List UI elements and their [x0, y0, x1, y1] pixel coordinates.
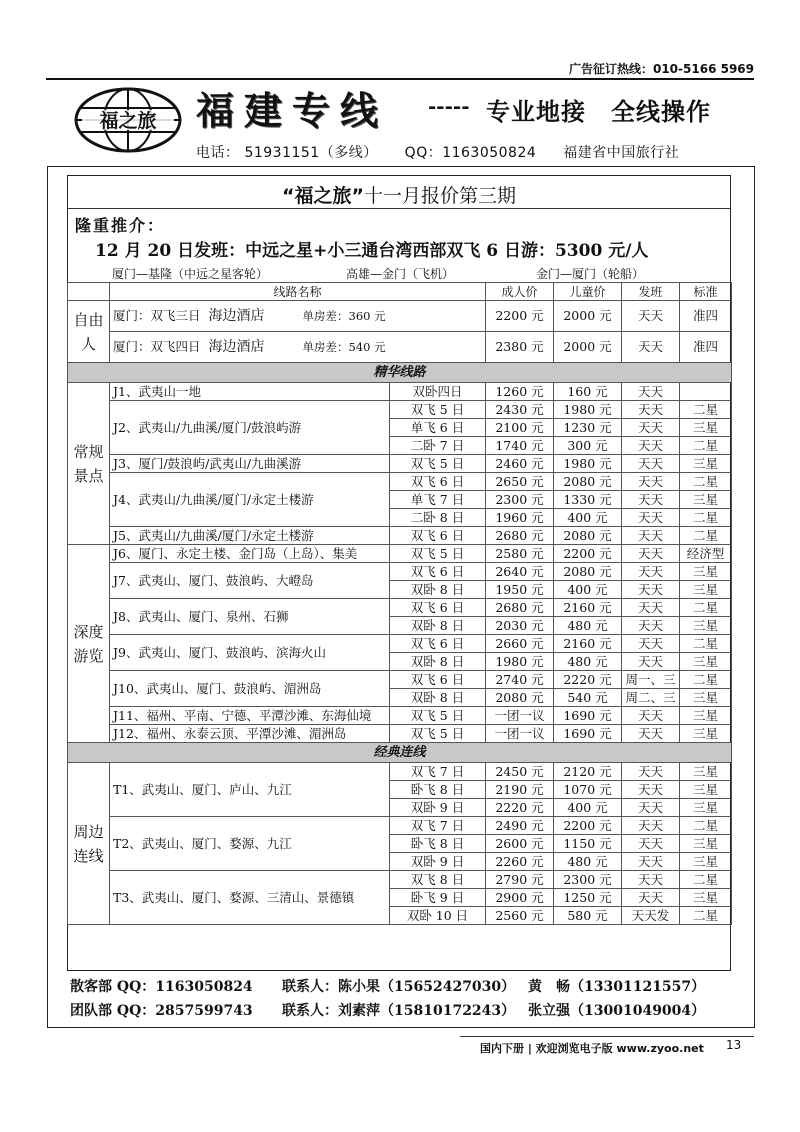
- hotel-name: 海边酒店: [208, 339, 265, 355]
- duration-cell: 双飞 5 日: [390, 725, 486, 743]
- header-child: 儿童价: [554, 283, 622, 301]
- contact-other: 黄 畅（13301121557）: [528, 979, 706, 995]
- adult-cell: 2560 元: [486, 907, 554, 925]
- depart-cell: 天天: [622, 725, 680, 743]
- child-cell: 2200 元: [554, 817, 622, 835]
- table-row: [68, 545, 732, 563]
- issue-title-rest: 十一月报价第三期: [363, 185, 516, 207]
- duration-cell: 二卧 8 日: [390, 509, 486, 527]
- depart-cell: 天天: [622, 763, 680, 781]
- table-row: [68, 401, 732, 419]
- depart-cell: 天天: [622, 401, 680, 419]
- child-cell: 2080 元: [554, 473, 622, 491]
- duration-cell: 双卧 8 日: [390, 617, 486, 635]
- child-cell: 1070 元: [554, 781, 622, 799]
- category-deep: 深度游览: [68, 545, 110, 743]
- route-name: J11、福州、平南、宁德、平潭沙滩、东海仙境: [110, 707, 390, 725]
- depart-cell: 天天: [622, 509, 680, 527]
- child-cell: 2000 元: [554, 301, 622, 332]
- contact-dept: 散客部 QQ：1163050824: [70, 979, 253, 995]
- issue-title-brand: “福之旅”: [282, 185, 364, 207]
- route-name: J3、厦门/鼓浪屿/武夷山/九曲溪游: [110, 455, 390, 473]
- standard-cell: 三星: [680, 725, 732, 743]
- phone-number: 电话： 51931151（多线）: [196, 145, 378, 161]
- header-adult: 成人价: [486, 283, 554, 301]
- table-row: [68, 635, 732, 653]
- child-cell: 1980 元: [554, 455, 622, 473]
- route-name: J10、武夷山、厦门、鼓浪屿、湄洲岛: [110, 671, 390, 707]
- feature-heading: 隆重推介：: [75, 216, 166, 235]
- adult-cell: 2790 元: [486, 871, 554, 889]
- contact-dept: 团队部 QQ：2857599743: [70, 1003, 253, 1019]
- section-title: 精华线路: [68, 363, 732, 383]
- child-cell: 2160 元: [554, 635, 622, 653]
- duration-cell: 单飞 6 日: [390, 419, 486, 437]
- free-travel-route: [110, 332, 486, 363]
- depart-cell: 天天: [622, 817, 680, 835]
- standard-cell: 三星: [680, 799, 732, 817]
- agency-name: 福建省中国旅行社: [563, 145, 680, 161]
- table-row: [68, 473, 732, 491]
- brand-dashes: -----: [428, 94, 470, 118]
- header-blank: [68, 283, 110, 301]
- depart-cell: 天天: [622, 707, 680, 725]
- adult-cell: 2640 元: [486, 563, 554, 581]
- feature-route-ship: 厦门—基隆（中远之星客轮）: [112, 267, 269, 281]
- route-name: J12、福州、永泰云顶、平潭沙滩、湄洲岛: [110, 725, 390, 743]
- duration-cell: 卧飞 8 日: [390, 781, 486, 799]
- table-row: [68, 301, 732, 332]
- route-name: J9、武夷山、厦门、鼓浪屿、滨海火山: [110, 635, 390, 671]
- table-row: [68, 383, 732, 401]
- adult-cell: 2680 元: [486, 599, 554, 617]
- standard-cell: 二星: [680, 509, 732, 527]
- adult-cell: 2380 元: [486, 332, 554, 363]
- child-cell: 300 元: [554, 437, 622, 455]
- depart-cell: 天天: [622, 455, 680, 473]
- standard-cell: 三星: [680, 455, 732, 473]
- depart-cell: 周二、三: [622, 689, 680, 707]
- duration-cell: 单飞 7 日: [390, 491, 486, 509]
- depart-cell: 天天: [622, 781, 680, 799]
- ad-hotline: 广告征订热线：010-5166 5969: [568, 62, 754, 76]
- duration-cell: 卧飞 8 日: [390, 835, 486, 853]
- table-row: [68, 332, 732, 363]
- category-regular: 常规景点: [68, 383, 110, 545]
- duration-cell: 双飞 6 日: [390, 473, 486, 491]
- adult-cell: 1950 元: [486, 581, 554, 599]
- route-name: J5、武夷山/九曲溪/厦门/永定土楼游: [110, 527, 390, 545]
- adult-cell: 2430 元: [486, 401, 554, 419]
- contact-row-group: [70, 999, 705, 1023]
- child-cell: 480 元: [554, 653, 622, 671]
- depart-cell: 天天: [622, 383, 680, 401]
- child-cell: 400 元: [554, 581, 622, 599]
- section-banner: [68, 743, 732, 763]
- child-cell: 1690 元: [554, 707, 622, 725]
- child-cell: 400 元: [554, 509, 622, 527]
- adult-cell: 1960 元: [486, 509, 554, 527]
- table-row: [68, 725, 732, 743]
- depart-cell: 天天: [622, 563, 680, 581]
- standard-cell: 准四: [680, 332, 732, 363]
- adult-cell: 2200 元: [486, 301, 554, 332]
- standard-cell: 二星: [680, 437, 732, 455]
- duration-cell: 卧飞 9 日: [390, 889, 486, 907]
- qq-number: QQ：1163050824: [404, 145, 537, 161]
- depart-cell: 天天: [622, 889, 680, 907]
- standard-cell: 三星: [680, 617, 732, 635]
- standard-cell: 三星: [680, 563, 732, 581]
- duration-cell: 双卧四日: [390, 383, 486, 401]
- contact-other: 张立强（13001049004）: [528, 1003, 706, 1019]
- child-cell: 160 元: [554, 383, 622, 401]
- issue-title: [67, 181, 731, 208]
- adult-cell: 2580 元: [486, 545, 554, 563]
- adult-cell: 2460 元: [486, 455, 554, 473]
- depart-cell: 天天: [622, 617, 680, 635]
- child-cell: 400 元: [554, 799, 622, 817]
- top-rule: [46, 78, 754, 80]
- contact-block: [70, 975, 705, 1023]
- footer-rule: [460, 1036, 754, 1037]
- duration-cell: 双卧 10 日: [390, 907, 486, 925]
- duration-cell: 双卧 9 日: [390, 799, 486, 817]
- table-row: [68, 455, 732, 473]
- section-title: 经典连线: [68, 743, 732, 763]
- standard-cell: 三星: [680, 763, 732, 781]
- standard-cell: 二星: [680, 527, 732, 545]
- depart-cell: 天天: [622, 332, 680, 363]
- title-rule: [68, 208, 730, 209]
- adult-cell: 2450 元: [486, 763, 554, 781]
- standard-cell: 二星: [680, 599, 732, 617]
- duration-cell: 双飞 5 日: [390, 545, 486, 563]
- category-link: 周边连线: [68, 763, 110, 925]
- feature-route-flight: 高雄—金门（飞机）: [346, 267, 455, 281]
- child-cell: 1330 元: [554, 491, 622, 509]
- standard-cell: 准四: [680, 301, 732, 332]
- globe-logo-icon: [72, 86, 184, 154]
- standard-cell: 三星: [680, 419, 732, 437]
- brand-slogan: 专业地接 全线操作: [486, 98, 711, 126]
- standard-cell: 二星: [680, 907, 732, 925]
- section-banner: [68, 363, 732, 383]
- depart-cell: 周一、三: [622, 671, 680, 689]
- child-cell: 1690 元: [554, 725, 622, 743]
- depart-cell: 天天: [622, 301, 680, 332]
- adult-cell: 2490 元: [486, 817, 554, 835]
- brand-title: 福建专线: [196, 88, 389, 133]
- standard-cell: 三星: [680, 889, 732, 907]
- depart-cell: 天天: [622, 799, 680, 817]
- child-cell: 2080 元: [554, 563, 622, 581]
- route-name: J4、武夷山/九曲溪/厦门/永定土楼游: [110, 473, 390, 527]
- table-row: [68, 871, 732, 889]
- standard-cell: 二星: [680, 473, 732, 491]
- adult-cell: 1740 元: [486, 437, 554, 455]
- duration-cell: 双卧 9 日: [390, 853, 486, 871]
- table-row: [68, 527, 732, 545]
- depart-cell: 天天: [622, 437, 680, 455]
- duration-cell: 双飞 7 日: [390, 817, 486, 835]
- adult-cell: 一团一议: [486, 725, 554, 743]
- hotel-name: 海边酒店: [208, 308, 265, 324]
- adult-cell: 2080 元: [486, 689, 554, 707]
- child-cell: 2000 元: [554, 332, 622, 363]
- child-cell: 1230 元: [554, 419, 622, 437]
- depart-cell: 天天: [622, 871, 680, 889]
- duration-cell: 双飞 5 日: [390, 401, 486, 419]
- adult-cell: 2100 元: [486, 419, 554, 437]
- table-row: [68, 599, 732, 617]
- adult-cell: 2030 元: [486, 617, 554, 635]
- adult-cell: 2600 元: [486, 835, 554, 853]
- adult-cell: 2190 元: [486, 781, 554, 799]
- standard-cell: 三星: [680, 491, 732, 509]
- child-cell: 2300 元: [554, 871, 622, 889]
- adult-cell: 2740 元: [486, 671, 554, 689]
- standard-cell: 三星: [680, 581, 732, 599]
- duration-cell: 双飞 6 日: [390, 527, 486, 545]
- route-name: J1、武夷山一地: [110, 383, 390, 401]
- child-cell: 480 元: [554, 853, 622, 871]
- route-name: J6、厦门、永定土楼、金门岛（上岛）、集美: [110, 545, 390, 563]
- adult-cell: 1980 元: [486, 653, 554, 671]
- duration-cell: 双飞 5 日: [390, 455, 486, 473]
- child-cell: 540 元: [554, 689, 622, 707]
- duration-cell: 二卧 7 日: [390, 437, 486, 455]
- duration-cell: 双飞 7 日: [390, 763, 486, 781]
- contact-line: [196, 142, 701, 162]
- duration-cell: 双飞 6 日: [390, 563, 486, 581]
- standard-cell: 二星: [680, 671, 732, 689]
- header-depart: 发班: [622, 283, 680, 301]
- route-name: T1、武夷山、厦门、庐山、九江: [110, 763, 390, 817]
- duration-cell: 双飞 6 日: [390, 671, 486, 689]
- adult-cell: 1260 元: [486, 383, 554, 401]
- contact-row-individual: [70, 975, 705, 999]
- duration-cell: 双卧 8 日: [390, 689, 486, 707]
- contact-person: 联系人：陈小果（15652427030）: [282, 979, 516, 995]
- header-route: 线路名称: [110, 283, 486, 301]
- adult-cell: 2680 元: [486, 527, 554, 545]
- child-cell: 2200 元: [554, 545, 622, 563]
- adult-cell: 2220 元: [486, 799, 554, 817]
- free-travel-route: [110, 301, 486, 332]
- child-cell: 580 元: [554, 907, 622, 925]
- table-row: [68, 763, 732, 781]
- child-cell: 2160 元: [554, 599, 622, 617]
- free-travel-label: 厦门：双飞四日: [113, 339, 201, 354]
- table-header-row: [68, 283, 732, 301]
- page-number: 13: [726, 1038, 742, 1052]
- route-name: T2、武夷山、厦门、婺源、九江: [110, 817, 390, 871]
- duration-cell: 双飞 8 日: [390, 871, 486, 889]
- single-room-surcharge: 单房差：540 元: [302, 340, 386, 354]
- child-cell: 2080 元: [554, 527, 622, 545]
- duration-cell: 双卧 8 日: [390, 581, 486, 599]
- duration-cell: 双飞 6 日: [390, 635, 486, 653]
- table-row: [68, 563, 732, 581]
- route-name: J2、武夷山/九曲溪/厦门/鼓浪屿游: [110, 401, 390, 455]
- standard-cell: 三星: [680, 835, 732, 853]
- category-free-travel: 自由人: [68, 301, 110, 363]
- depart-cell: 天天: [622, 527, 680, 545]
- depart-cell: 天天: [622, 491, 680, 509]
- standard-cell: 三星: [680, 689, 732, 707]
- route-name: J7、武夷山、厦门、鼓浪屿、大嶝岛: [110, 563, 390, 599]
- single-room-surcharge: 单房差：360 元: [302, 309, 386, 323]
- depart-cell: 天天: [622, 581, 680, 599]
- standard-cell: [680, 383, 732, 401]
- standard-cell: 三星: [680, 853, 732, 871]
- free-travel-label: 厦门：双飞三日: [113, 308, 201, 323]
- duration-cell: 双飞 6 日: [390, 599, 486, 617]
- adult-cell: 一团一议: [486, 707, 554, 725]
- child-cell: 1980 元: [554, 401, 622, 419]
- duration-cell: 双卧 8 日: [390, 653, 486, 671]
- adult-cell: 2300 元: [486, 491, 554, 509]
- child-cell: 1250 元: [554, 889, 622, 907]
- depart-cell: 天天: [622, 473, 680, 491]
- price-table: [67, 282, 732, 925]
- logo-text: 福之旅: [99, 110, 157, 132]
- depart-cell: 天天: [622, 653, 680, 671]
- contact-person: 联系人：刘素萍（15810172243）: [282, 1003, 516, 1019]
- adult-cell: 2660 元: [486, 635, 554, 653]
- route-name: T3、武夷山、厦门、婺源、三清山、景德镇: [110, 871, 390, 925]
- adult-cell: 2650 元: [486, 473, 554, 491]
- standard-cell: 三星: [680, 653, 732, 671]
- duration-cell: 双飞 5 日: [390, 707, 486, 725]
- table-row: [68, 671, 732, 689]
- adult-cell: 2900 元: [486, 889, 554, 907]
- table-row: [68, 817, 732, 835]
- standard-cell: 二星: [680, 817, 732, 835]
- standard-cell: 二星: [680, 401, 732, 419]
- feature-description: 12 月 20 日发班：中远之星+小三通台湾西部双飞 6 日游：5300 元/人: [95, 241, 649, 261]
- standard-cell: 二星: [680, 871, 732, 889]
- standard-cell: 经济型: [680, 545, 732, 563]
- depart-cell: 天天: [622, 853, 680, 871]
- depart-cell: 天天: [622, 835, 680, 853]
- table-row: [68, 707, 732, 725]
- depart-cell: 天天: [622, 419, 680, 437]
- child-cell: 2120 元: [554, 763, 622, 781]
- depart-cell: 天天: [622, 545, 680, 563]
- standard-cell: 三星: [680, 781, 732, 799]
- depart-cell: 天天: [622, 635, 680, 653]
- header-standard: 标准: [680, 283, 732, 301]
- feature-route-ferry: 金门—厦门（轮船）: [536, 267, 645, 281]
- standard-cell: 三星: [680, 707, 732, 725]
- child-cell: 2220 元: [554, 671, 622, 689]
- adult-cell: 2260 元: [486, 853, 554, 871]
- route-name: J8、武夷山、厦门、泉州、石狮: [110, 599, 390, 635]
- footer-text: 国内下册 | 欢迎浏览电子版 www.zyoo.net: [480, 1042, 704, 1055]
- standard-cell: 二星: [680, 635, 732, 653]
- depart-cell: 天天发: [622, 907, 680, 925]
- child-cell: 480 元: [554, 617, 622, 635]
- child-cell: 1150 元: [554, 835, 622, 853]
- depart-cell: 天天: [622, 599, 680, 617]
